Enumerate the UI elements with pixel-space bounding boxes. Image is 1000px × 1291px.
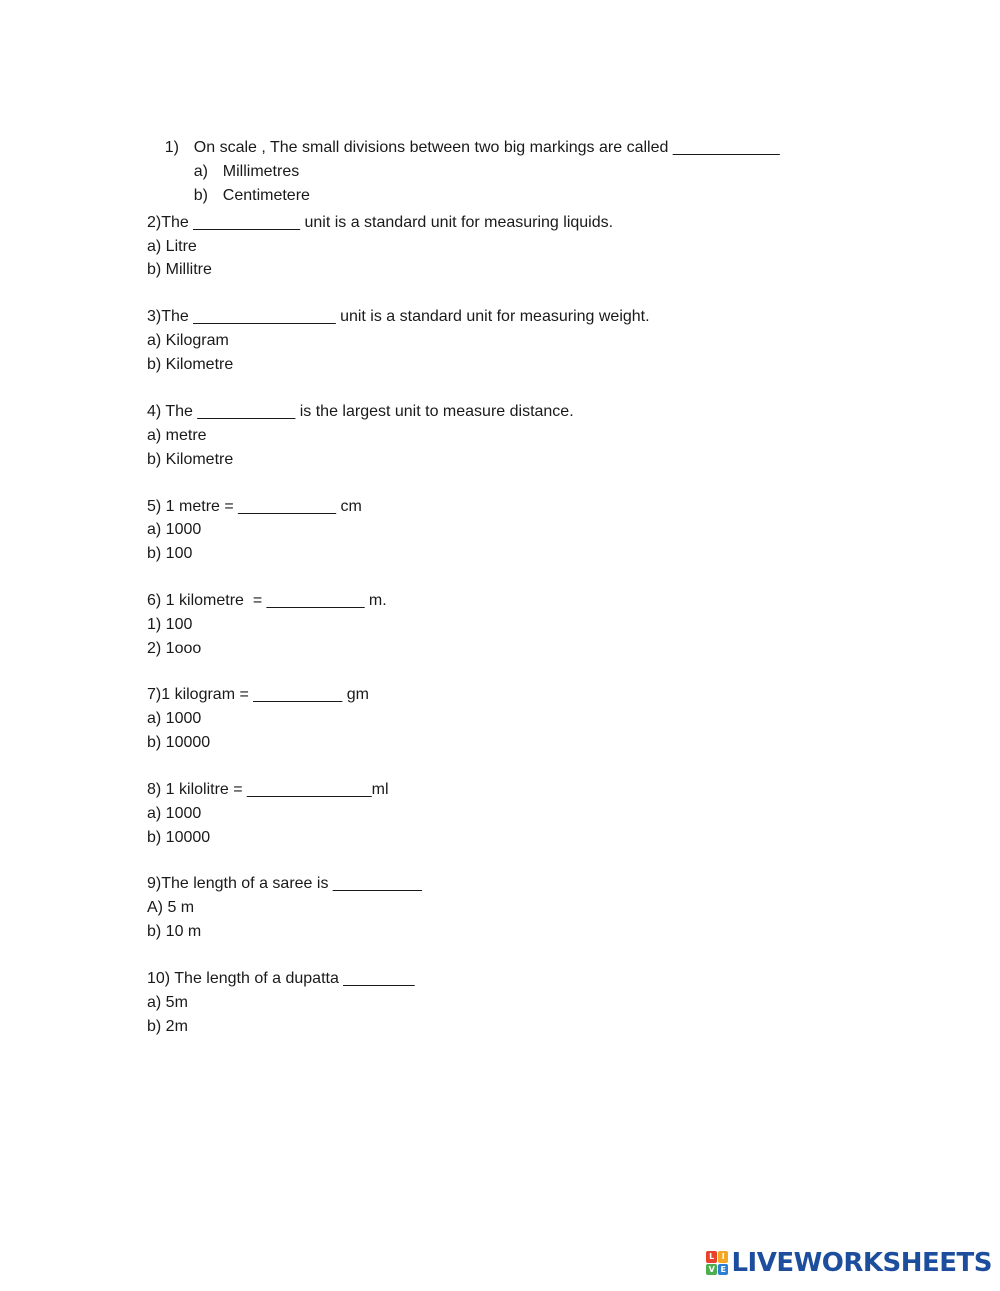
question-10-option-b: b) 2m xyxy=(147,1018,188,1035)
option-text: Centimetere xyxy=(222,187,310,204)
question-7-option-a: a) 1000 xyxy=(147,710,202,727)
liveworksheets-logo-text: LIVEWORKSHEETS xyxy=(731,1248,992,1278)
liveworksheets-logo-icon xyxy=(706,1251,728,1275)
question-3-option-a: a) Kilogram xyxy=(147,332,229,349)
question-6-option-b: 2) 1ooo xyxy=(147,640,202,657)
question-8-option-a: a) 1000 xyxy=(147,805,202,822)
question-4-text: 4) The ___________ is the largest unit to measure distance. xyxy=(147,403,574,420)
logo-mark-v: V xyxy=(706,1264,717,1276)
question-7-option-b: b) 10000 xyxy=(147,734,211,751)
question-9-option-b: b) 10 m xyxy=(147,923,202,940)
question-2-option-a: a) Litre xyxy=(147,238,197,255)
question-9-option-a: A) 5 m xyxy=(147,899,195,916)
logo-mark-i: I xyxy=(718,1251,729,1263)
question-5-text: 5) 1 metre = ___________ cm xyxy=(147,498,362,515)
question-2-text: 2)The ____________ unit is a standard unit for measuring liquids. xyxy=(147,214,614,231)
logo-mark-l: L xyxy=(706,1251,717,1263)
question-6-text: 6) 1 kilometre = ___________ m. xyxy=(147,592,387,609)
question-5-option-b: b) 100 xyxy=(147,545,193,562)
question-4-option-b: b) Kilometre xyxy=(147,451,234,468)
question-10-text: 10) The length of a dupatta ________ xyxy=(147,970,415,987)
logo-mark-e: E xyxy=(718,1264,729,1276)
question-7-text: 7)1 kilogram = __________ gm xyxy=(147,686,369,703)
question-1-text: On scale , The small divisions between two big markings are called ____________ xyxy=(193,139,780,156)
liveworksheets-logo xyxy=(706,1249,992,1277)
option-label: a) xyxy=(193,163,209,180)
question-10-option-a: a) 5m xyxy=(147,994,188,1011)
question-2-option-b: b) Millitre xyxy=(147,261,212,278)
question-8-option-b: b) 10000 xyxy=(147,829,211,846)
question-6-option-a: 1) 100 xyxy=(147,616,193,633)
question-1-number: 1) xyxy=(164,139,180,156)
question-9-text: 9)The length of a saree is __________ xyxy=(147,875,422,892)
question-3-text: 3)The ________________ unit is a standard unit for measuring weight. xyxy=(147,308,650,325)
option-label: b) xyxy=(193,187,209,204)
question-4-option-a: a) metre xyxy=(147,427,207,444)
question-3-option-b: b) Kilometre xyxy=(147,356,234,373)
option-text: Millimetres xyxy=(222,163,300,180)
question-5-option-a: a) 1000 xyxy=(147,521,202,538)
question-8-text: 8) 1 kilolitre = ______________ml xyxy=(147,781,389,798)
